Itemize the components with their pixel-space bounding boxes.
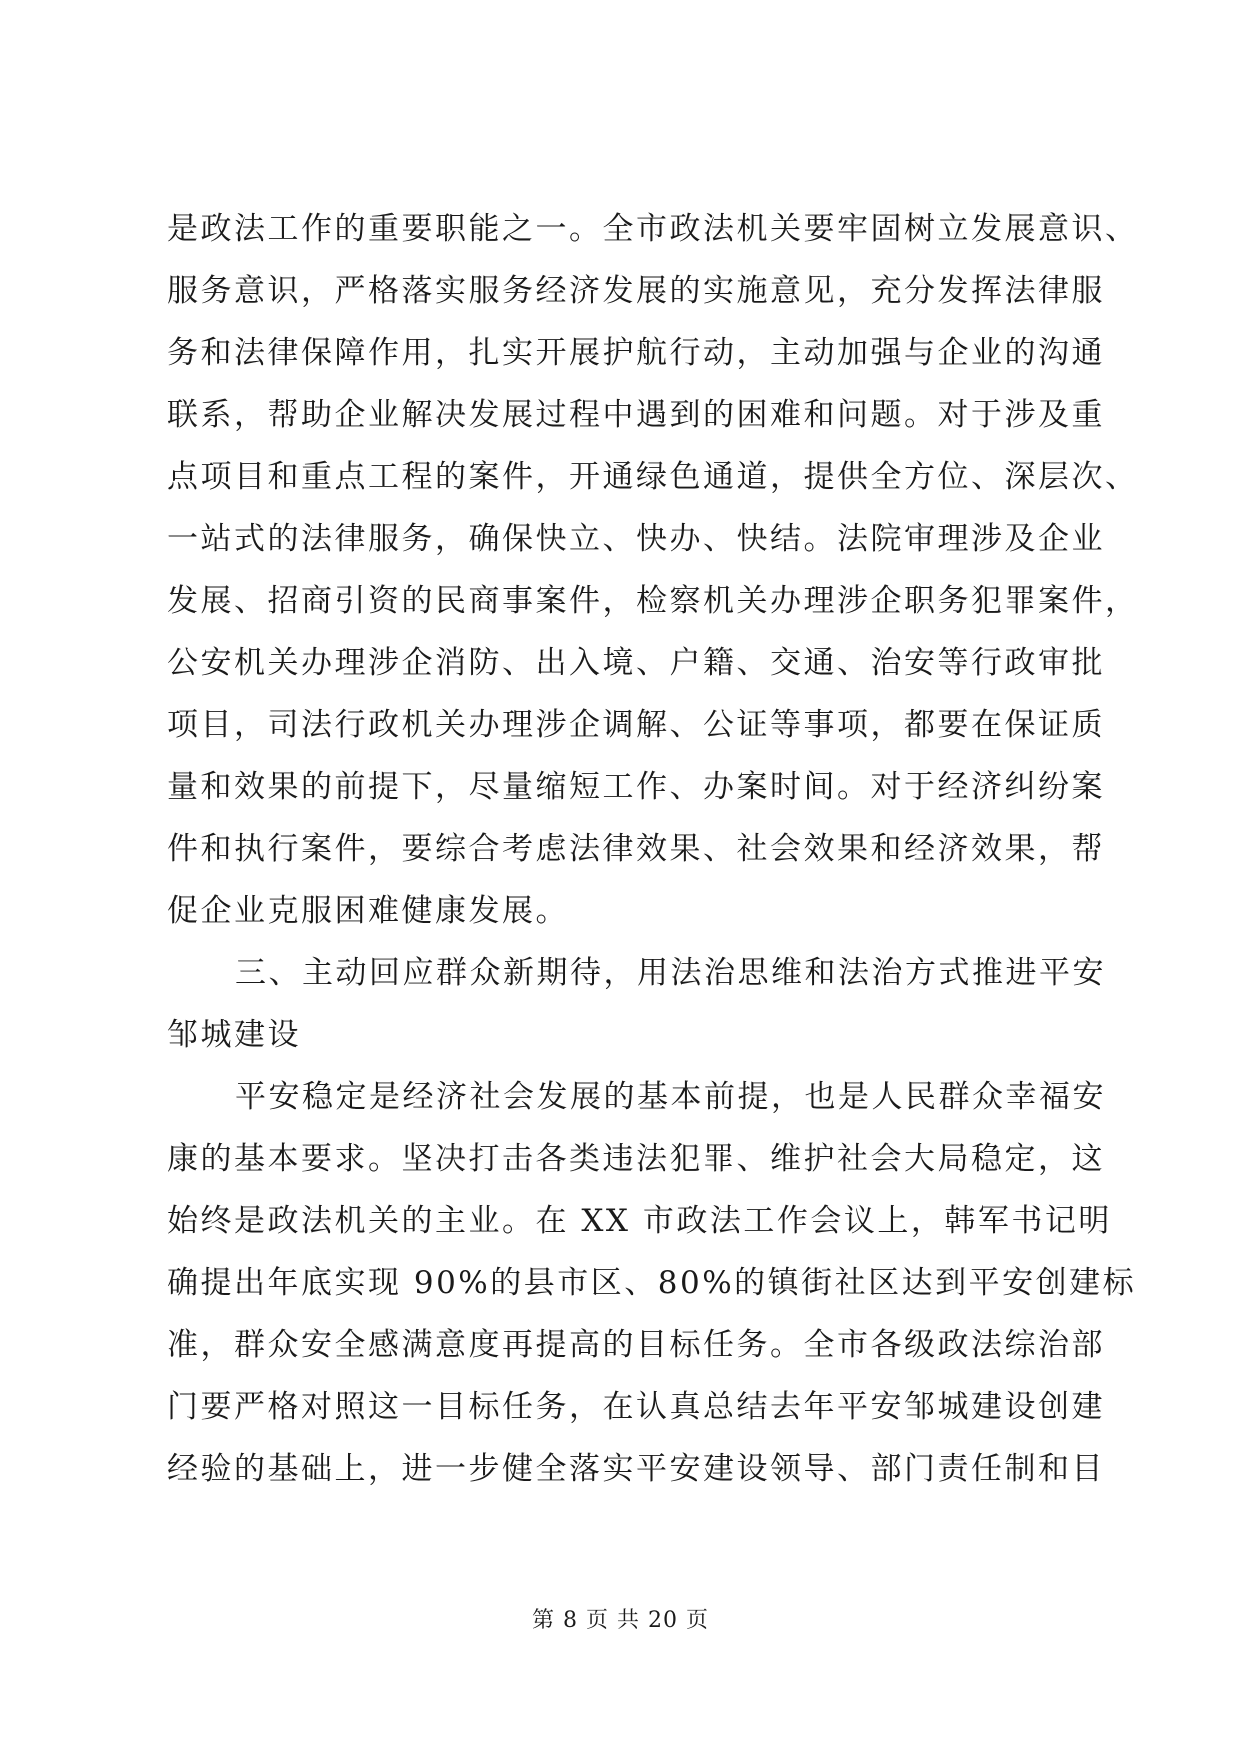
text-line: 联系，帮助企业解决发展过程中遇到的困难和问题。对于涉及重 — [167, 397, 1105, 433]
text-line: 务和法律保障作用，扎实开展护航行动，主动加强与企业的沟通 — [167, 335, 1105, 371]
text-line: 促企业克服困难健康发展。 — [167, 893, 569, 929]
text-line: 始终是政法机关的主业。在 XX 市政法工作会议上，韩军书记明 — [167, 1203, 1112, 1239]
text-line: 服务意识，严格落实服务经济发展的实施意见，充分发挥法律服 — [167, 273, 1105, 309]
text-line: 是政法工作的重要职能之一。全市政法机关要牢固树立发展意识、 — [167, 211, 1139, 247]
text-line: 准，群众安全感满意度再提高的目标任务。全市各级政法综治部 — [167, 1327, 1105, 1363]
text-line: 公安机关办理涉企消防、出入境、户籍、交通、治安等行政审批 — [167, 645, 1105, 681]
text-line: 经验的基础上，进一步健全落实平安建设领导、部门责任制和目 — [167, 1451, 1105, 1487]
text-line: 项目，司法行政机关办理涉企调解、公证等事项，都要在保证质 — [167, 707, 1105, 743]
text-line: 平安稳定是经济社会发展的基本前提，也是人民群众幸福安 — [235, 1079, 1106, 1115]
text-line: 三、主动回应群众新期待，用法治思维和法治方式推进平安 — [235, 955, 1106, 991]
text-line: 邹城建设 — [167, 1017, 301, 1053]
page-footer: 第 8 页 共 20 页 — [532, 1608, 709, 1633]
text-line: 量和效果的前提下，尽量缩短工作、办案时间。对于经济纠纷案 — [167, 769, 1105, 805]
text-line: 发展、招商引资的民商事案件，检察机关办理涉企职务犯罪案件， — [167, 583, 1139, 619]
text-line: 一站式的法律服务，确保快立、快办、快结。法院审理涉及企业 — [167, 521, 1105, 557]
text-line: 门要严格对照这一目标任务，在认真总结去年平安邹城建设创建 — [167, 1389, 1105, 1425]
body-text — [167, 198, 1139, 1500]
text-line: 康的基本要求。坚决打击各类违法犯罪、维护社会大局稳定，这 — [167, 1141, 1105, 1177]
text-line: 确提出年底实现 90%的县市区、80%的镇街社区达到平安创建标 — [167, 1265, 1137, 1301]
text-line: 件和执行案件，要综合考虑法律效果、社会效果和经济效果，帮 — [167, 831, 1105, 867]
text-line: 点项目和重点工程的案件，开通绿色通道，提供全方位、深层次、 — [167, 459, 1139, 495]
